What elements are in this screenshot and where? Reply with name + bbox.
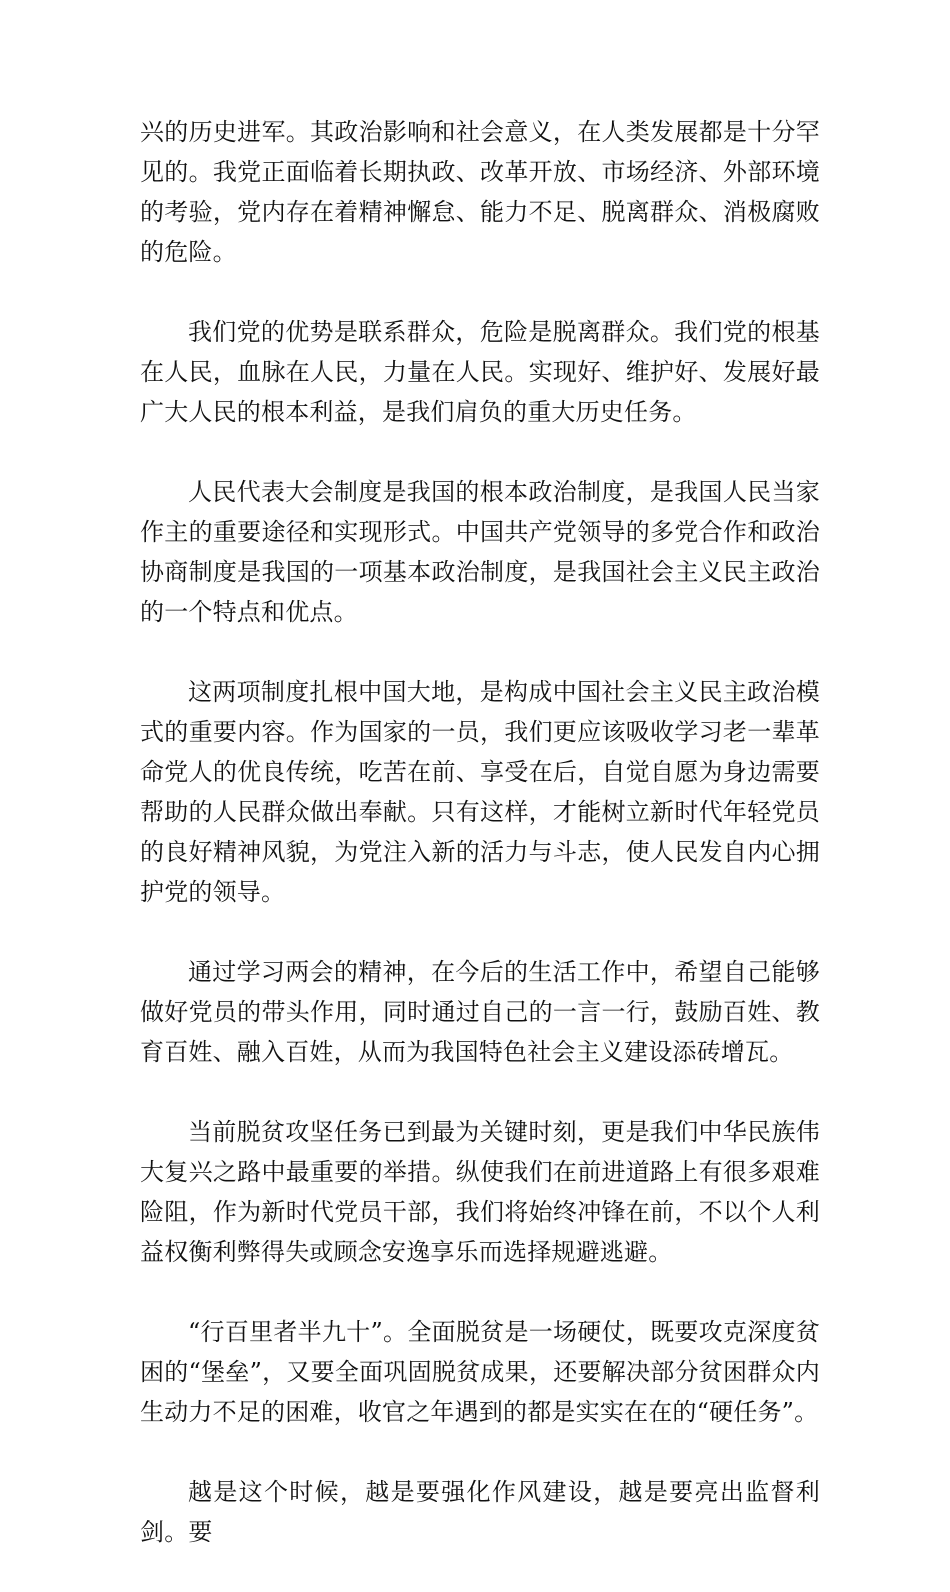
- paragraph-4: 这两项制度扎根中国大地，是构成中国社会主义民主政治模式的重要内容。作为国家的一员，我们更应该吸收学习老一辈革命党人的优良传统，吃苦在前、享受在后，自觉自愿为身边需要帮助的人民群众做出奉献。只有这样，才能树立新时代年轻党员的良好精神风貌，为党注入新的活力与斗志，使人民发自内心拥护党的领导。: [140, 678, 820, 906]
- paragraph-2: 我们党的优势是联系群众，危险是脱离群众。我们党的根基在人民，血脉在人民，力量在人民。实现好、维护好、发展好最广大人民的根本利益，是我们肩负的重大历史任务。: [140, 318, 820, 426]
- paragraph-7: “行百里者半九十”。全面脱贫是一场硬仗，既要攻克深度贫困的“堡垒”，又要全面巩固脱贫成果，还要解决部分贫困群众内生动力不足的困难，收官之年遇到的都是实实在在的“硬任务”。: [140, 1318, 820, 1426]
- paragraph-1: 兴的历史进军。其政治影响和社会意义，在人类发展都是十分罕见的。我党正面临着长期执政、改革开放、市场经济、外部环境的考验，党内存在着精神懈怠、能力不足、脱离群众、消极腐败的危险。: [140, 118, 820, 266]
- paragraph-3: 人民代表大会制度是我国的根本政治制度，是我国人民当家作主的重要途径和实现形式。中国共产党领导的多党合作和政治协商制度是我国的一项基本政治制度，是我国社会主义民主政治的一个特点和优点。: [140, 478, 820, 626]
- paragraph-8: 越是这个时候，越是要强化作风建设，越是要亮出监督利剑。要: [140, 1478, 820, 1546]
- paragraph-5: 通过学习两会的精神，在今后的生活工作中，希望自己能够做好党员的带头作用，同时通过自己的一言一行，鼓励百姓、教育百姓、融入百姓，从而为我国特色社会主义建设添砖增瓦。: [140, 958, 820, 1066]
- paragraph-6: 当前脱贫攻坚任务已到最为关键时刻，更是我们中华民族伟大复兴之路中最重要的举措。纵使我们在前进道路上有很多艰难险阻，作为新时代党员干部，我们将始终冲锋在前，不以个人利益权衡利弊得失或顾念安逸享乐而选择规避逃避。: [140, 1118, 820, 1266]
- document-body: [140, 112, 820, 1592]
